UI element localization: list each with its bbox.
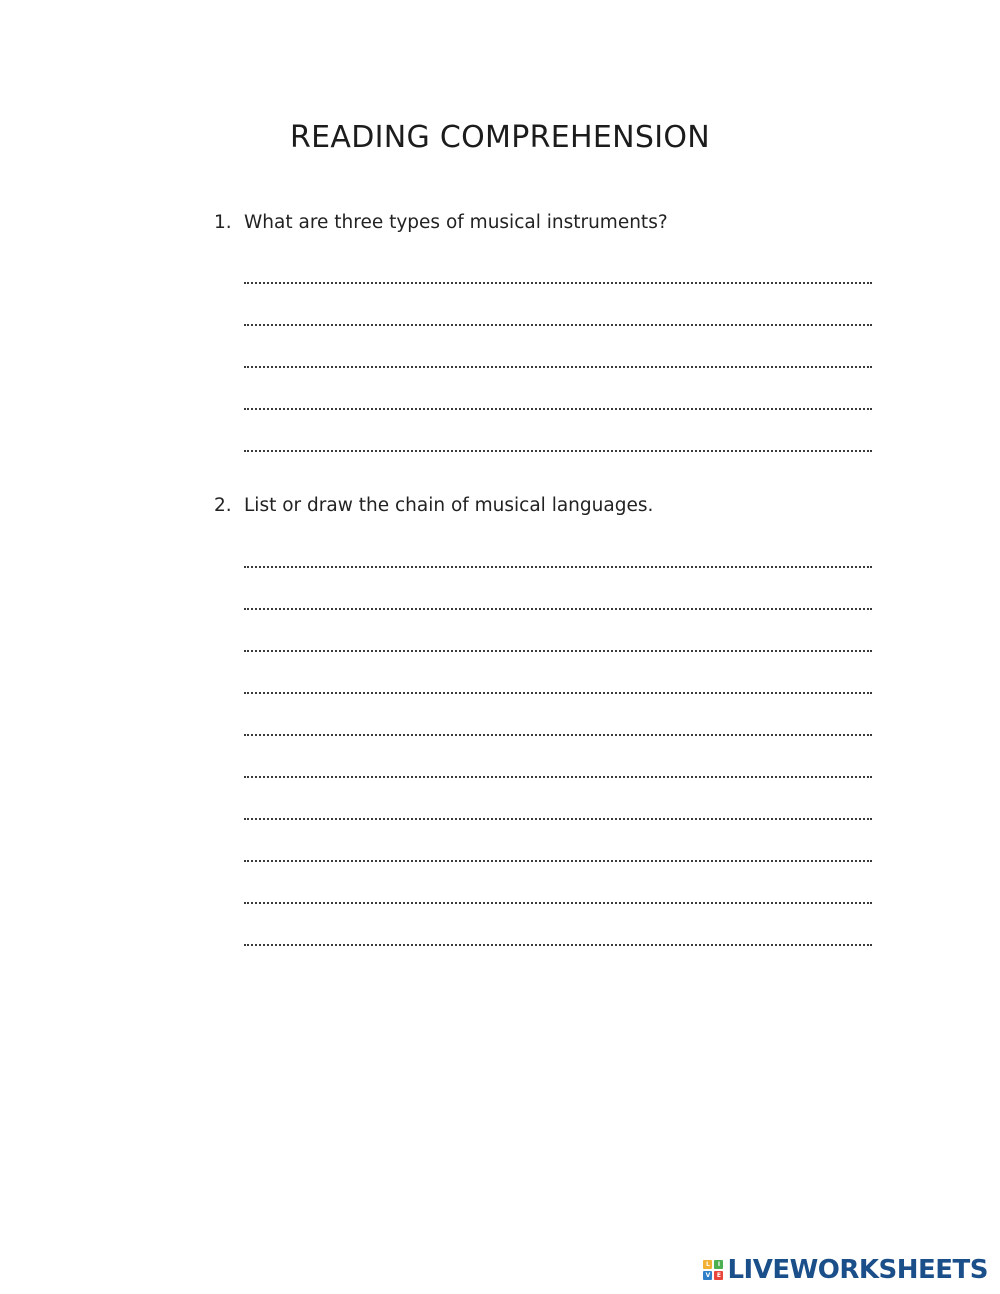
- answer-line[interactable]: [244, 818, 872, 820]
- answer-line[interactable]: [244, 608, 872, 610]
- answer-line[interactable]: [244, 944, 872, 946]
- answer-line[interactable]: [244, 324, 872, 326]
- logo-cube: L: [703, 1260, 712, 1269]
- question-text: List or draw the chain of musical languages.: [244, 495, 654, 516]
- answer-line[interactable]: [244, 650, 872, 652]
- logo-cube: V: [703, 1271, 712, 1280]
- logo-cubes-icon: [703, 1260, 723, 1280]
- logo-cube: I: [714, 1260, 723, 1269]
- answer-line[interactable]: [244, 282, 872, 284]
- question-text: What are three types of musical instruments?: [244, 212, 668, 233]
- answer-line[interactable]: [244, 902, 872, 904]
- question-number: 1.: [214, 212, 232, 233]
- answer-line[interactable]: [244, 776, 872, 778]
- answer-line[interactable]: [244, 408, 872, 410]
- answer-line[interactable]: [244, 366, 872, 368]
- question-number: 2.: [214, 495, 232, 516]
- logo-cube: E: [714, 1271, 723, 1280]
- question-2: [214, 495, 653, 516]
- liveworksheets-logo: [703, 1255, 988, 1285]
- answer-line[interactable]: [244, 734, 872, 736]
- question-1: [214, 212, 668, 233]
- answer-line[interactable]: [244, 860, 872, 862]
- page-title: READING COMPREHENSION: [289, 120, 711, 155]
- answer-line[interactable]: [244, 450, 872, 452]
- answer-line[interactable]: [244, 692, 872, 694]
- answer-line[interactable]: [244, 566, 872, 568]
- logo-text: LIVEWORKSHEETS: [727, 1255, 988, 1285]
